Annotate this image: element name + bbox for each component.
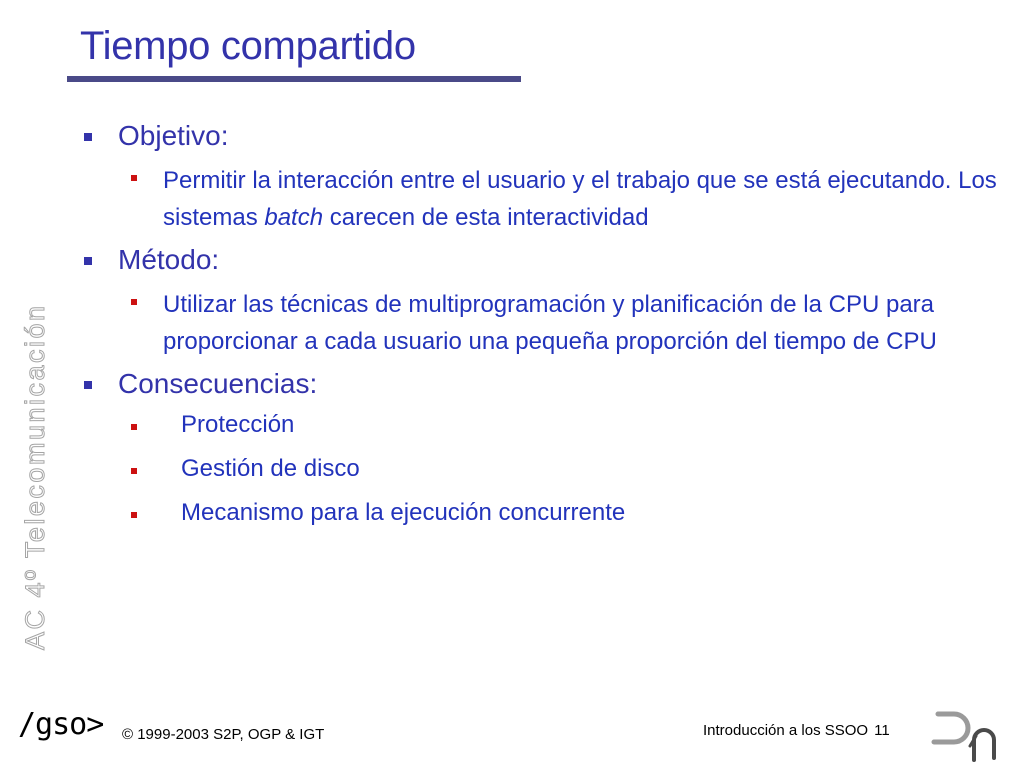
item-text: Permitir la interacción entre el usuario y el trabajo que se está ejecutando. Los sistemas batch carecen de esta interactividad	[163, 167, 997, 231]
university-logo-icon	[930, 708, 1010, 764]
list-item	[80, 116, 1010, 156]
emphasis-text: batch	[264, 204, 324, 231]
square-bullet-icon	[131, 175, 137, 181]
course-name: Introducción a los SSOO	[703, 722, 869, 739]
list-item	[80, 494, 1010, 531]
item-text: Protección	[181, 411, 295, 438]
square-bullet-icon	[131, 299, 137, 305]
list-item	[80, 450, 1010, 487]
section-heading: Objetivo:	[118, 120, 229, 151]
square-bullet-icon	[84, 257, 92, 265]
square-bullet-icon	[131, 424, 137, 430]
item-text: Utilizar las técnicas de multiprogramación y planificación de la CPU para proporcionar a cada usuario una pequeña proporción del tiempo de CPU	[163, 291, 937, 355]
copyright-text: © 1999-2003 S2P, OGP & IGT	[122, 726, 325, 743]
square-bullet-icon	[131, 468, 137, 474]
title-underline	[67, 76, 521, 82]
square-bullet-icon	[84, 133, 92, 141]
item-text: Gestión de disco	[181, 455, 360, 482]
section-heading: Método:	[118, 244, 220, 275]
list-item	[80, 286, 1010, 360]
section-heading: Consecuencias:	[118, 368, 318, 399]
square-bullet-icon	[131, 512, 137, 518]
list-item	[80, 162, 1010, 236]
list-item	[80, 406, 1010, 443]
square-bullet-icon	[84, 381, 92, 389]
list-item	[80, 240, 1010, 280]
side-course-label: AC 4º Telecomunicación	[20, 303, 50, 650]
slide-title: Tiempo compartido	[80, 24, 416, 68]
bullet-list	[80, 110, 1010, 531]
page-number: 11	[874, 722, 890, 739]
gso-logo: /gso>	[18, 707, 104, 742]
item-text: Mecanismo para la ejecución concurrente	[181, 499, 626, 526]
list-item	[80, 364, 1010, 404]
footer-course-info	[703, 722, 896, 739]
